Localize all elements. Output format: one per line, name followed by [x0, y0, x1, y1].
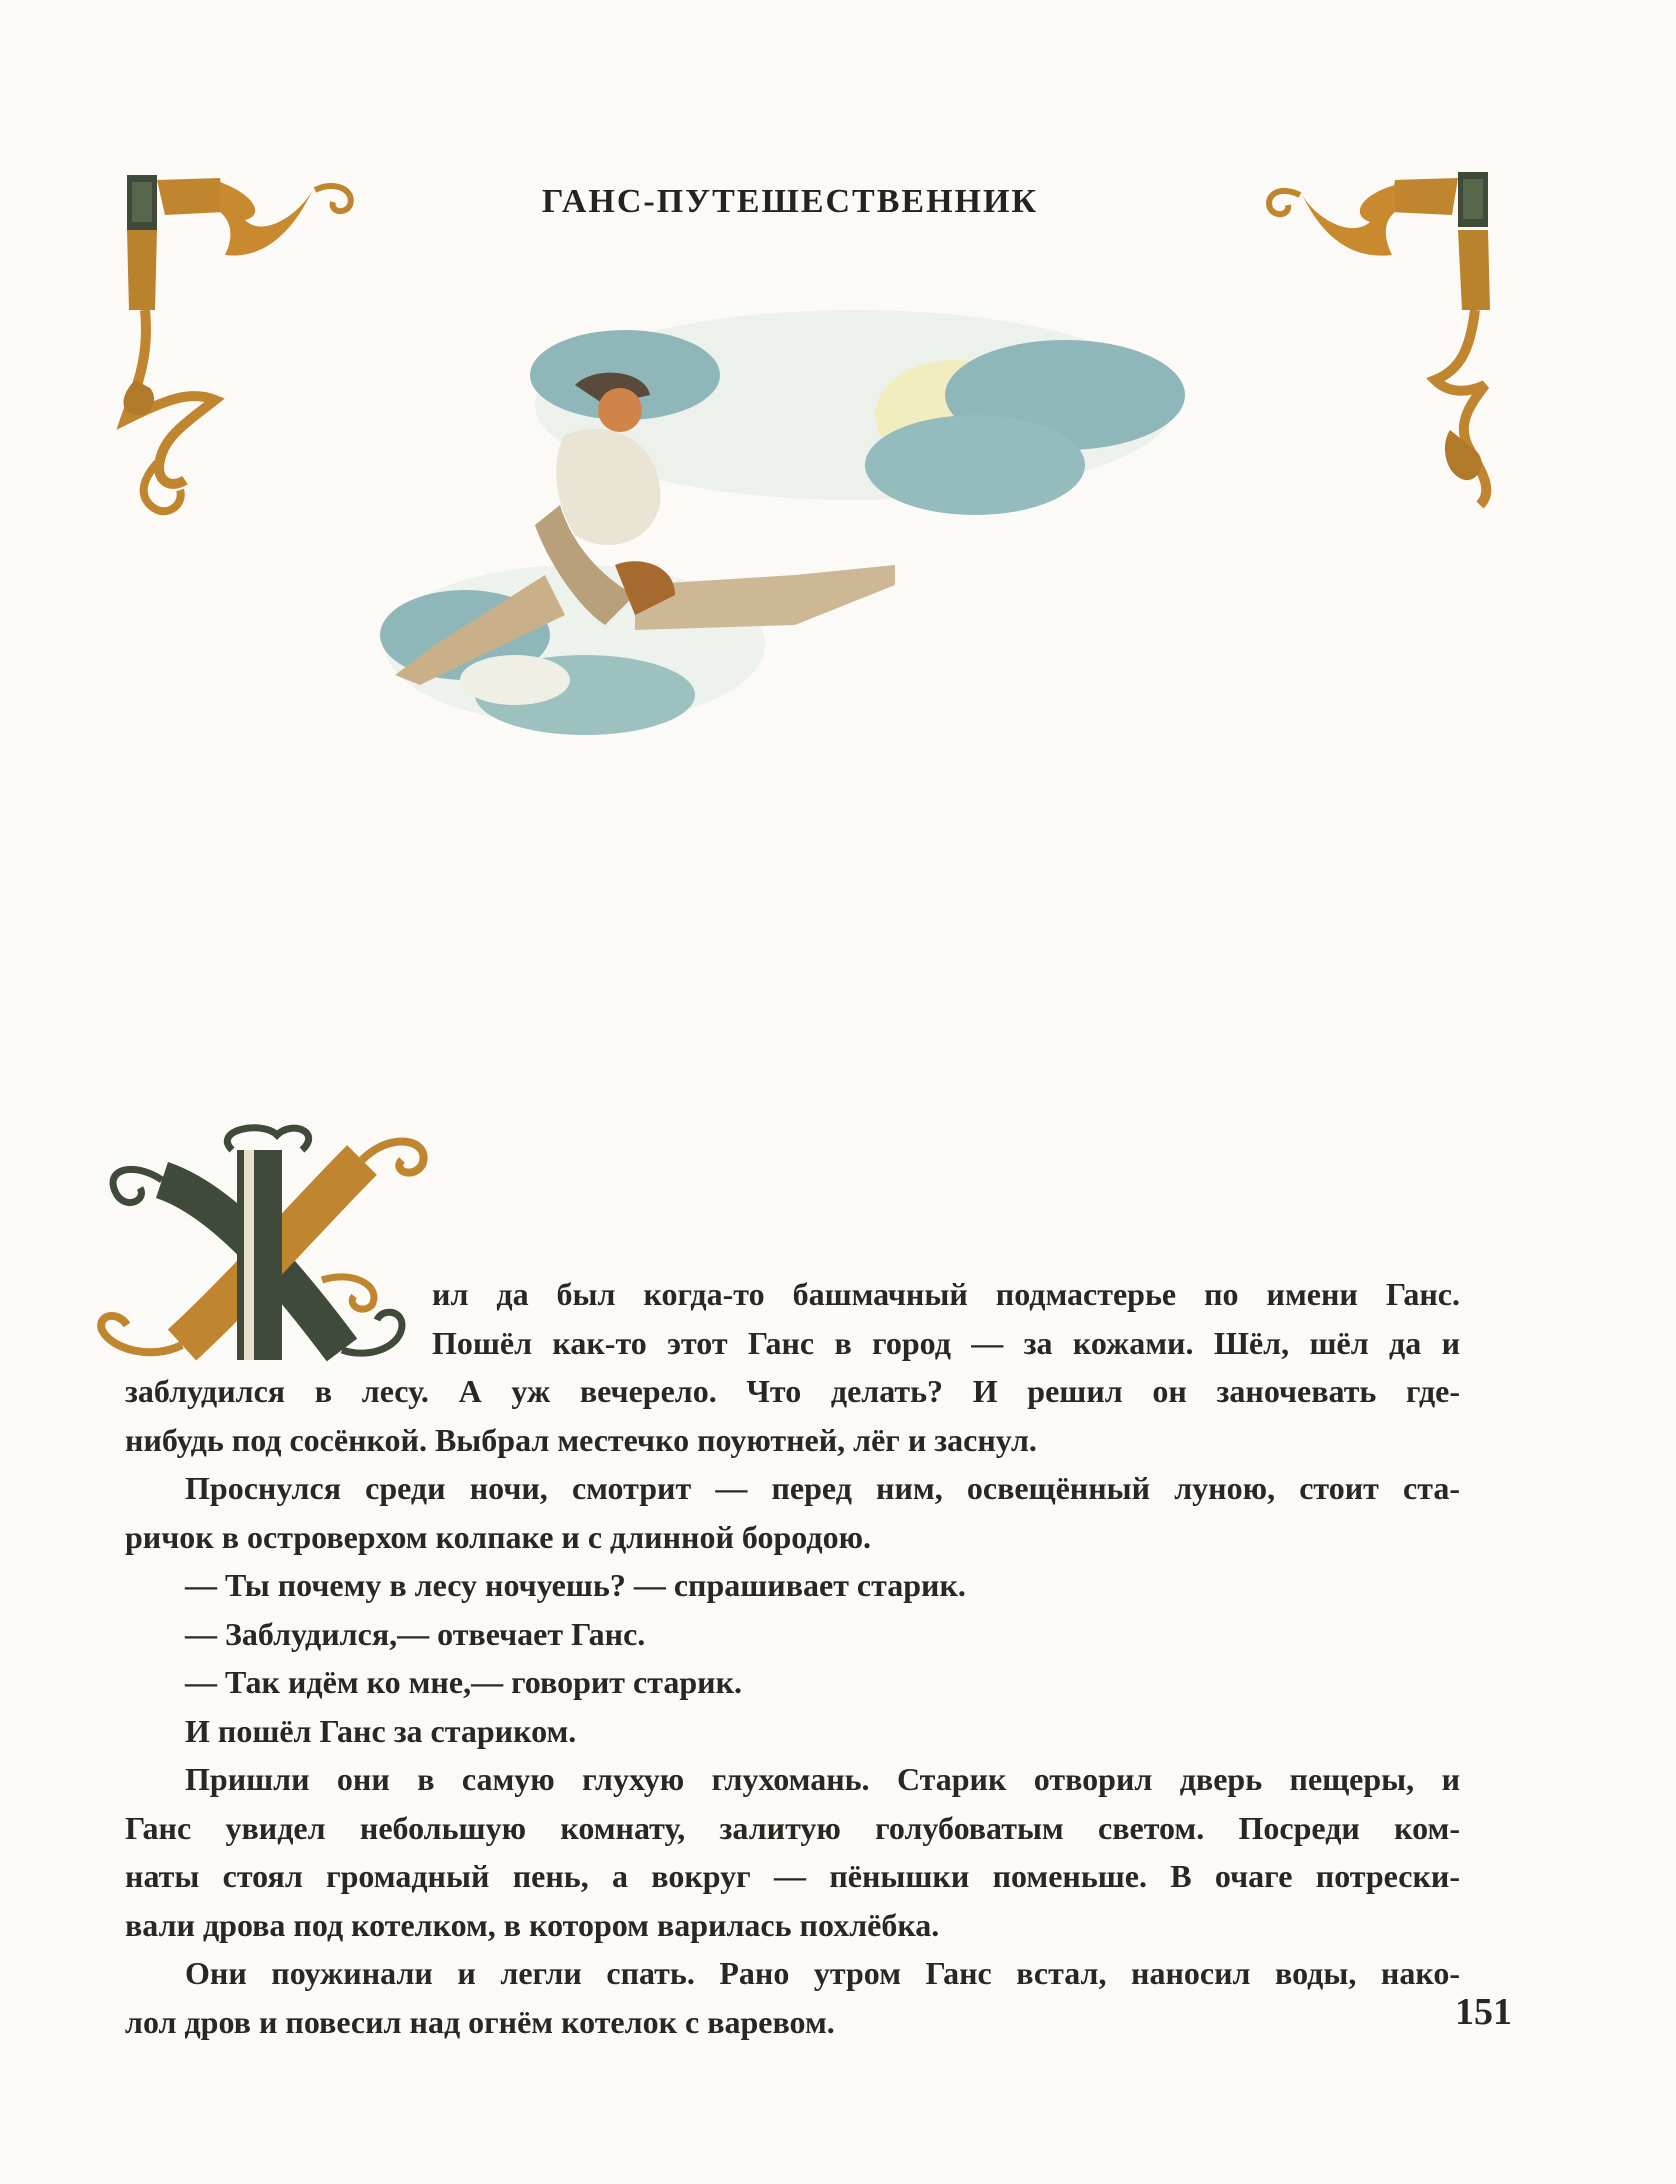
story-illustration [375, 285, 1235, 765]
page-title: ГАНС-ПУТЕШЕСТВЕННИК [541, 182, 1039, 220]
text-line: Ганс увидел небольшую комнату, залитую голубоватым светом. Посреди ком- [125, 1809, 1460, 1846]
text-line: ил да был когда-то башмачный подмастерье по имени Ганс. [432, 1276, 1460, 1312]
text-line: лол дров и повесил над огнём котелок с варевом. [125, 2003, 835, 2040]
text-line: Пришли они в самую глухую глухомань. Старик отворил дверь пещеры, и [185, 1761, 1460, 1797]
story-text [125, 1270, 1460, 2046]
text-line: — Заблудился,— отвечает Ганс. [185, 1615, 646, 1652]
text-line: — Так идём ко мне,— говорит старик. [185, 1664, 742, 1700]
text-line: нибудь под сосёнкой. Выбрал местечко поуютней, лёг и заснул. [125, 1421, 1037, 1458]
page-number: 151 [1455, 1991, 1512, 2033]
text-line: Они поужинали и легли спать. Рано утром Ганс встал, наносил воды, нако- [185, 1955, 1460, 1991]
text-line: Пошёл как-то этот Ганс в город — за кожами. Шёл, шёл да и [432, 1324, 1460, 1361]
text-line: заблудился в лесу. А уж вечерело. Что делать? И решил он заночевать где- [125, 1373, 1460, 1409]
text-line: ричок в островерхом колпаке и с длинной бородою. [125, 1518, 872, 1555]
text-line: И пошёл Ганс за стариком. [185, 1712, 577, 1749]
text-line: Проснулся среди ночи, смотрит — перед ним, освещённый луною, стоит ста- [185, 1470, 1460, 1506]
text-line: наты стоял громадный пень, а вокруг — пёнышки поменьше. В очаге потрески- [125, 1858, 1460, 1894]
text-line: вали дрова под котелком, в котором варилась похлёбка. [125, 1906, 940, 1943]
text-line: — Ты почему в лесу ночуешь? — спрашивает старик. [185, 1567, 966, 1603]
